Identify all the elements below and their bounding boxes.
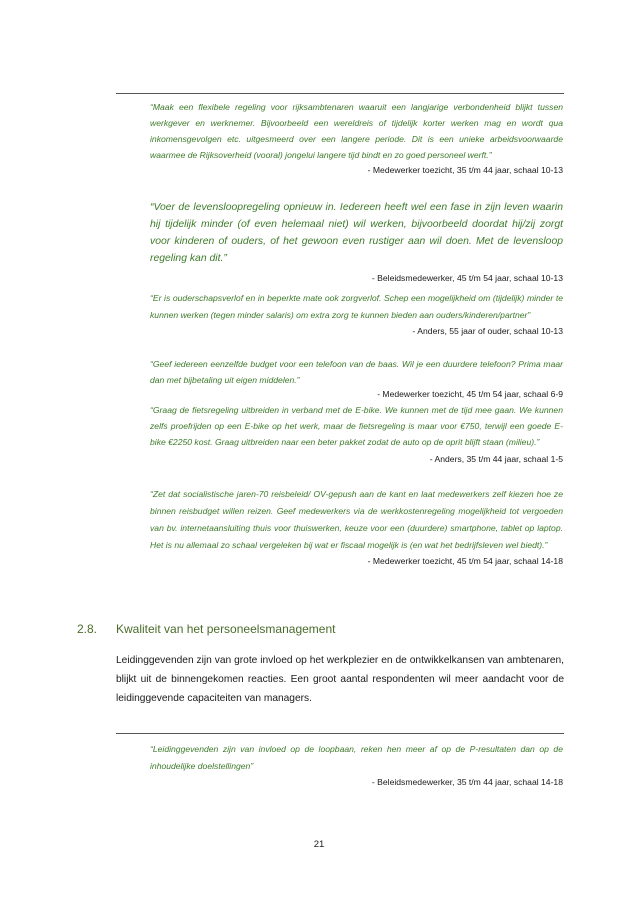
page-number: 21 bbox=[313, 839, 325, 850]
quote-block-1 bbox=[150, 99, 563, 177]
quote-text: “Graag de fietsregeling uitbreiden in verband met de E-bike. We kunnen met de tijd mee gaan. We kunnen zelfs proefrijden op een E-bike op het werk, maar de fietsregeling is maar voor €750, terwijl een goede E-bike €2250 kost. Graag uitbreiden naar een beter pakket zodat de auto op de oprit blijft staan (milieu).” bbox=[150, 405, 563, 447]
bottom-divider bbox=[116, 733, 564, 734]
quote-attribution: - Medewerker toezicht, 45 t/m 54 jaar, schaal 14-18 bbox=[367, 556, 563, 566]
quote-attribution: - Medewerker toezicht, 35 t/m 44 jaar, schaal 10-13 bbox=[367, 165, 563, 175]
quote-text: “Er is ouderschapsverlof en in beperkte mate ook zorgverlof. Schep een mogelijkheid om (tijdelijk) minder te kunnen werken (tegen minder salaris) om extra zorg te kunnen bieden aan ouders/kinderen/partner” bbox=[150, 293, 563, 320]
section-title: Kwaliteit van het personeelsmanagement bbox=[116, 622, 336, 636]
quote-block-3 bbox=[150, 290, 563, 338]
quote-block-2 bbox=[150, 199, 563, 285]
quote-text: “Geef iedereen eenzelfde budget voor een telefoon van de baas. Wil je een duurdere telefoon? Prima maar dan met bijbetaling uit eigen middelen.” bbox=[150, 359, 563, 385]
quote-block-6 bbox=[150, 486, 563, 568]
section-body: Leidinggevenden zijn van grote invloed op het werkplezier en de ontwikkelkansen van ambtenaren, blijkt uit de binnengekomen reacties. Een groot aantal respondenten wil meer aandacht voor de leidinggevende capaciteiten van managers. bbox=[116, 655, 564, 704]
quote-text: “Maak een flexibele regeling voor rijksambtenaren waaruit een langjarige verbondenheid blijkt tussen werkgever en werknemer. Bijvoorbeeld een wereldreis of tijdelijk korter werken mag en wordt qua inkomensgevolgen etc. uitgesmeerd over een langere periode. Dit is een unieke arbeidsvoorwaarde waarmee de Rijksoverheid (vooral) jongelui langere tijd bindt en zo goed personeel werft.” bbox=[150, 102, 563, 160]
top-divider bbox=[116, 93, 564, 94]
quote-block-5 bbox=[150, 402, 563, 466]
quote-attribution: - Beleidsmedewerker, 35 t/m 44 jaar, schaal 14-18 bbox=[371, 777, 563, 787]
quote-attribution: - Beleidsmedewerker, 45 t/m 54 jaar, schaal 10-13 bbox=[371, 273, 563, 283]
quote-text: “Leidinggevenden zijn van invloed op de loopbaan, reken hen meer af op de P-resultaten dan op de inhoudelijke doelstellingen” bbox=[150, 744, 563, 771]
quote-block-bottom bbox=[150, 741, 563, 789]
quote-attribution: - Medewerker toezicht, 45 t/m 54 jaar, schaal 6-9 bbox=[377, 389, 563, 399]
quote-attribution: - Anders, 35 t/m 44 jaar, schaal 1-5 bbox=[429, 454, 563, 464]
quote-attribution: - Anders, 55 jaar of ouder, schaal 10-13 bbox=[412, 326, 563, 336]
section-number: 2.8. bbox=[77, 622, 98, 636]
quote-text: “Voer de levensloopregeling opnieuw in. Iedereen heeft wel een fase in zijn leven waarin hij tijdelijk minder (of even helemaal niet) wil werken, bijvoorbeeld doordat hij/zij zorgt voor kinderen of ouders, of het gewoon even rustiger aan wil doen. Met de levensloop regeling kan dit.” bbox=[150, 202, 563, 264]
quote-text: “Zet dat socialistische jaren-70 reisbeleid/ OV-gepush aan de kant en laat medewerkers zelf kiezen hoe ze binnen reisbudget willen reizen. Geef medewerkers via de werkkostenregeling mogelijkheid tot vergoeden van bv. internetaansluiting thuis voor thuiswerken, keuze voor een (duurdere) smartphone, tablet op laptop. Het is nu allemaal zo schaal vergeleken bij wat er fiscaal mogelijk is (en wat het bedrijfsleven wel biedt).” bbox=[150, 489, 563, 550]
quote-block-4 bbox=[150, 356, 563, 401]
